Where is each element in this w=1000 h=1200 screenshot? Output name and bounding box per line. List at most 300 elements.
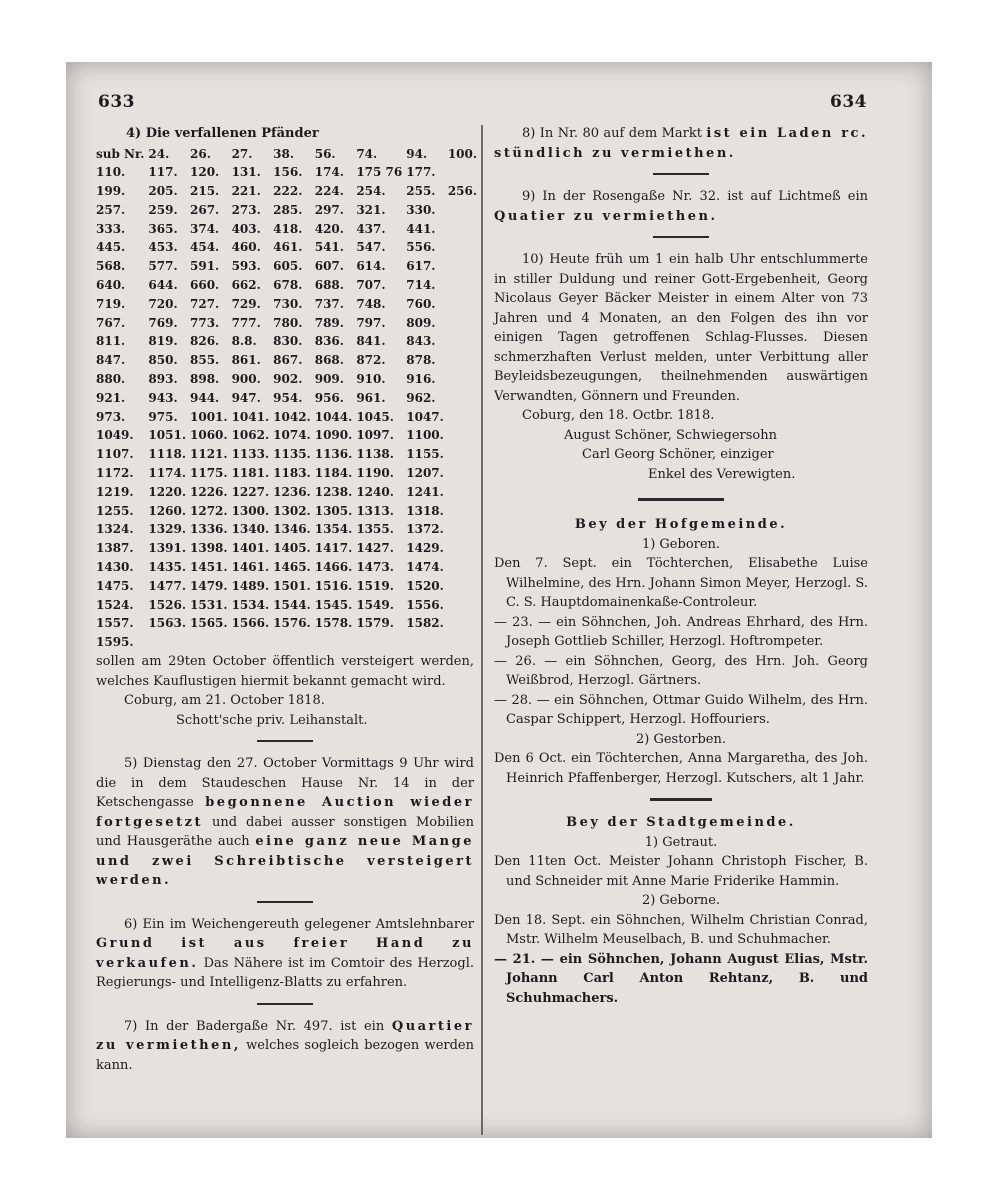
pfand-number-cell: 1044. — [314, 409, 353, 424]
pfand-number-cell: 797. — [356, 315, 386, 330]
signature-line-3: Enkel des Verewigten. — [648, 466, 796, 482]
pfand-number-row — [96, 596, 479, 615]
pfand-number-cell — [446, 577, 479, 596]
signature-line-2: Carl Georg Schöner, einziger — [582, 447, 774, 462]
pfand-number-cell: 767. — [96, 315, 126, 330]
pfand-number-row — [96, 445, 479, 464]
pfand-number-cell: 1097. — [356, 428, 394, 443]
pfand-number-cell: 1340. — [231, 522, 270, 537]
pfand-number-cell: 403. — [231, 221, 261, 236]
pfand-number-row — [96, 633, 479, 652]
pfand-number-cell: 850. — [148, 353, 178, 368]
pfand-number-cell: 1118. — [148, 447, 186, 462]
pfand-number-row — [96, 295, 479, 314]
pfand-number-cell: 1372. — [406, 522, 444, 537]
pfand-number-row — [96, 614, 479, 633]
pfand-number-row — [96, 351, 479, 370]
pfand-number-cell: 420. — [314, 221, 344, 236]
rosen-text-start: 9) In der Rosengaße Nr. 32. ist auf Lichtmeß ein — [522, 189, 868, 204]
grund-notice — [96, 915, 474, 993]
pfand-number-row — [96, 314, 479, 333]
pfand-number-row — [96, 220, 479, 239]
pfand-number-row — [96, 276, 479, 295]
pfand-number-cell: 1138. — [356, 447, 394, 462]
pfand-number-row — [96, 145, 479, 164]
pfand-number-cell: 841. — [356, 334, 386, 349]
pfand-number-cell: 1516. — [314, 578, 353, 593]
quartier-text-end: welches sogleich bezogen werden kann. — [96, 1038, 474, 1073]
pfand-number-cell — [354, 633, 404, 652]
separator — [653, 173, 709, 175]
pfand-number-cell: 174. — [314, 165, 344, 180]
pfand-number-cell: 1461. — [231, 560, 270, 575]
pfand-number-cell: 120. — [190, 165, 220, 180]
pfand-number-cell: 460. — [231, 240, 261, 255]
pfand-number-cell: 1090. — [314, 428, 353, 443]
separator — [257, 740, 313, 742]
pfand-number-cell — [446, 614, 479, 633]
pfand-number-cell: 617. — [406, 259, 436, 274]
pfand-number-cell: 640. — [96, 278, 126, 293]
pfand-number-row — [96, 464, 479, 483]
pfand-number-cell: 748. — [356, 296, 386, 311]
pfand-number-cell: 868. — [314, 353, 344, 368]
pfand-number-cell: 1240. — [356, 484, 394, 499]
pfand-number-row — [96, 332, 479, 351]
pfand-number-cell: 975. — [148, 409, 178, 424]
pfand-number-cell: 878. — [406, 353, 436, 368]
pfand-number-cell: 1526. — [148, 597, 186, 612]
pfand-number-cell: 38. — [273, 146, 295, 161]
pfand-number-cell: 737. — [314, 296, 344, 311]
pfand-number-table — [96, 145, 479, 653]
pfand-number-cell: 789. — [314, 315, 344, 330]
quartier-text-spaced: Quartier zu vermiethen, — [96, 1018, 474, 1054]
pfand-number-cell — [446, 445, 479, 464]
pfand-number-cell: 1582. — [406, 616, 444, 631]
pfand-number-cell: 445. — [96, 240, 126, 255]
pfand-number-cell — [446, 539, 479, 558]
laden-text-start: 8) In Nr. 80 auf dem Markt — [522, 126, 702, 141]
stadt-wedding-entry: Den 11ten Oct. Meister Johann Christoph Fischer, B. und Schneider mit Anne Marie Friderike Hammin. — [494, 854, 868, 889]
pfand-number-row — [96, 163, 479, 182]
pfand-number-cell — [271, 633, 313, 652]
hof-birth-entry: — 26. — ein Söhnchen, Georg, des Hrn. Joh. Georg Weißbrod, Herzogl. Gärtners. — [494, 653, 868, 688]
pfand-number-cell: 1417. — [314, 541, 353, 556]
hof-death-entry: Den 6 Oct. ein Töchterchen, Anna Margaretha, des Joh. Heinrich Pfaffenberger, Herzogl. Kutschers, alt 1 Jahr. — [494, 751, 868, 786]
pfand-number-cell: 254. — [356, 184, 386, 199]
auction-text-spaced-1: begonnene Auction wieder fortgesetzt — [96, 795, 475, 830]
hof-born-title: 1) Geboren. — [641, 536, 721, 552]
auction-notice — [96, 754, 474, 891]
pfand-number-cell: 1174. — [148, 466, 186, 481]
pfand-number-cell: 1236. — [273, 484, 311, 499]
pfand-number-cell: 1207. — [406, 466, 444, 481]
pfand-number-cell: 1489. — [231, 578, 270, 593]
pfand-number-cell: 1226. — [190, 484, 228, 499]
pfand-number-cell — [446, 633, 479, 652]
pfand-number-cell: 1534. — [231, 597, 270, 612]
pfand-number-cell: 131. — [231, 165, 261, 180]
pfand-number-cell: 1238. — [314, 484, 353, 499]
left-column — [96, 124, 478, 1075]
quartier-notice — [96, 1017, 474, 1076]
pfand-number-cell: 1183. — [273, 466, 311, 481]
pfand-number-cell: 1060. — [190, 428, 228, 443]
pfand-number-cell: 1001. — [190, 409, 228, 424]
grund-text-start: 6) Ein im Weichengereuth gelegener Amtslehnbarer — [124, 916, 474, 932]
pfand-number-cell: 1531. — [190, 597, 228, 612]
pfand-number-cell: 1045. — [356, 409, 394, 424]
pfand-number-cell — [446, 464, 479, 483]
pfand-number-cell: 830. — [273, 334, 303, 349]
pfand-number-cell: 374. — [190, 221, 220, 236]
pfand-number-cell — [446, 520, 479, 539]
hof-birth-entry: — 23. — ein Söhnchen, Joh. Andreas Ehrhard, des Hrn. Joseph Gottlieb Schiller, Herzogl. Hoftrompeter. — [494, 614, 868, 649]
pfand-number-cell: 285. — [273, 202, 303, 217]
pfand-number-cell — [446, 370, 479, 389]
pfand-number-cell: 836. — [314, 334, 344, 349]
pfand-number-cell: 947. — [231, 390, 261, 405]
separator — [257, 1003, 313, 1005]
pfand-number-cell: 321. — [356, 202, 386, 217]
pfand-number-cell: 1329. — [148, 522, 186, 537]
pfand-title: 4) Die verfallenen Pfänder — [126, 126, 319, 141]
pfand-number-cell: 1336. — [190, 522, 228, 537]
pfand-number-cell: 1049. — [96, 428, 134, 443]
pfand-number-cell: 909. — [314, 372, 344, 387]
pfand-number-cell: 1355. — [356, 522, 394, 537]
pfand-number-cell: 1524. — [96, 597, 134, 612]
pfand-number-cell: sub Nr. — [96, 146, 145, 161]
hof-birth-entry: — 28. — ein Söhnchen, Ottmar Guido Wilhelm, des Hrn. Caspar Schippert, Herzogl. Hoffouriers. — [494, 692, 868, 727]
separator — [650, 798, 712, 801]
pfand-number-cell: 1300. — [231, 503, 270, 518]
pfand-number-cell: 1354. — [314, 522, 353, 537]
pfand-number-cell: 273. — [231, 202, 261, 217]
pfand-number-cell: 614. — [356, 259, 386, 274]
pfand-number-cell: 110. — [96, 165, 126, 180]
pfand-number-cell: 1302. — [273, 503, 311, 518]
hof-birth-entry: Den 7. Sept. ein Töchterchen, Elisabethe Luise Wilhelmine, des Hrn. Johann Simon Meyer, Herzogl. S. C. S. Hauptdomainenkaße-Controleur. — [494, 556, 868, 610]
pfand-number-cell — [446, 426, 479, 445]
page-number-right: 634 — [830, 92, 867, 112]
pfand-number-cell: 100. — [447, 146, 478, 161]
pfand-number-cell: 74. — [356, 146, 378, 161]
pfand-number-cell: 56. — [314, 146, 336, 161]
pfand-number-cell: 605. — [273, 259, 303, 274]
pfand-number-cell: 719. — [96, 296, 126, 311]
pfand-number-cell: 1465. — [273, 560, 311, 575]
pfand-number-cell: 453. — [148, 240, 178, 255]
pfand-number-cell: 1074. — [273, 428, 311, 443]
pfand-number-cell: 811. — [96, 334, 126, 349]
pfand-number-cell: 916. — [406, 372, 436, 387]
grund-text-end: Das Nähere ist im Comtoir des Herzogl. Regierungs- und Intelligenz-Blatts zu erfahren. — [96, 955, 474, 991]
pfand-number-cell: 1051. — [148, 428, 186, 443]
hof-died-title: 2) Gestorben. — [635, 731, 726, 747]
pfand-number-cell: 257. — [96, 202, 126, 217]
pfand-number-cell: 215. — [190, 184, 220, 199]
pfand-number-cell: 1398. — [190, 541, 228, 556]
pfand-number-row — [96, 577, 479, 596]
laden-text-spaced: ist ein Laden rc. stündlich zu vermiethen. — [494, 126, 868, 161]
pfand-number-cell: 1272. — [190, 503, 228, 518]
pfand-number-cell: 556. — [406, 240, 436, 255]
pfand-signature: Schott'sche priv. Leihanstalt. — [176, 712, 368, 728]
pfand-number-cell: 1133. — [231, 447, 270, 462]
pfand-number-cell: 1565. — [190, 616, 228, 631]
death-notice: 10) Heute früh um 1 ein halb Uhr entschlummerte in stiller Duldung und reiner Gott-Ergebenheit, Georg Nicolaus Geyer Bäcker Meister in einem Alter von 73 Jahren und 4 Monaten, an den Folgen des ihn vor einigen Tagen getroffenen Schlag-Flusses. Diesen schmerzhaften Verlust melden, unter Verbittung aller Beyleidsbezeugungen, theilnehmenden auswärtigen Verwandten, Gönnern und Freunden. — [494, 252, 868, 404]
pfand-number-cell: 577. — [148, 259, 178, 274]
pfand-number-cell: 760. — [406, 296, 436, 311]
pfand-number-cell: 541. — [314, 240, 344, 255]
pfand-number-cell: 547. — [356, 240, 386, 255]
pfand-number-cell: 117. — [148, 165, 178, 180]
pfand-number-cell: 1184. — [314, 466, 353, 481]
pfand-number-cell: 1391. — [148, 541, 186, 556]
pfand-number-cell: 8.8. — [231, 334, 257, 349]
pfand-number-cell: 727. — [190, 296, 220, 311]
separator — [653, 236, 709, 238]
pfand-number-cell: 956. — [314, 390, 344, 405]
pfand-number-cell: 441. — [406, 221, 436, 236]
pfand-number-cell: 24. — [148, 146, 170, 161]
pfand-number-cell: 902. — [273, 372, 303, 387]
pfand-number-cell: 777. — [231, 315, 261, 330]
pfand-number-cell: 729. — [231, 296, 261, 311]
pfand-number-cell: 1519. — [356, 578, 394, 593]
pfand-number-row — [96, 502, 479, 521]
pfand-number-row — [96, 201, 479, 220]
pfand-number-cell: 1475. — [96, 578, 134, 593]
pfand-number-cell — [446, 408, 479, 427]
pfand-number-cell: 1430. — [96, 560, 134, 575]
pfand-number-cell: 224. — [314, 184, 344, 199]
pfand-number-cell: 921. — [96, 390, 126, 405]
pfand-number-cell: 1313. — [356, 503, 394, 518]
pfand-number-cell: 973. — [96, 409, 126, 424]
pfand-number-cell: 819. — [148, 334, 178, 349]
pfand-number-cell: 893. — [148, 372, 178, 387]
pfand-number-cell: 1479. — [190, 578, 228, 593]
pfand-number-cell — [446, 257, 479, 276]
pfand-number-cell: 843. — [406, 334, 436, 349]
pfand-number-cell: 780. — [273, 315, 303, 330]
rosen-notice — [494, 187, 868, 226]
pfand-number-cell: 730. — [273, 296, 303, 311]
pfand-number-cell: 1346. — [273, 522, 311, 537]
pfand-number-cell: 222. — [273, 184, 303, 199]
pfand-number-cell: 1520. — [406, 578, 444, 593]
pfand-number-cell: 1324. — [96, 522, 134, 537]
pfand-number-cell: 259. — [148, 202, 178, 217]
pfand-number-cell: 944. — [190, 390, 220, 405]
pfand-number-cell: 1041. — [231, 409, 270, 424]
pfand-number-cell: 910. — [356, 372, 386, 387]
stadt-birth-entry: Den 18. Sept. ein Söhnchen, Wilhelm Christian Conrad, Mstr. Wilhelm Meuselbach, B. und Schuhmacher. — [494, 912, 868, 947]
pfand-number-cell: 454. — [190, 240, 220, 255]
pfand-number-cell — [446, 389, 479, 408]
hof-title: Bey der Hofgemeinde. — [574, 517, 788, 532]
rosen-text-spaced: Quatier zu vermiethen. — [494, 208, 718, 224]
stadt-birth-entry: — 21. — ein Söhnchen, Johann August Elias, Mstr. Johann Carl Anton Rehtanz, B. und Schuhmachers. — [494, 951, 868, 1006]
pfand-number-row — [96, 389, 479, 408]
stadt-wed-title: 1) Getraut. — [644, 834, 718, 850]
pfand-number-cell — [188, 633, 230, 652]
death-place-date: Coburg, den 18. Octbr. 1818. — [522, 408, 715, 423]
pfand-number-cell: 962. — [406, 390, 436, 405]
pfand-number-cell: 954. — [273, 390, 303, 405]
pfand-number-cell: 943. — [148, 390, 178, 405]
pfand-number-cell: 94. — [406, 146, 428, 161]
pfand-number-row — [96, 426, 479, 445]
pfand-number-cell — [446, 558, 479, 577]
pfand-number-cell: 872. — [356, 353, 386, 368]
pfand-number-cell — [446, 596, 479, 615]
pfand-number-cell: 660. — [190, 278, 220, 293]
pfand-number-cell — [230, 633, 272, 652]
pfand-number-cell: 1578. — [314, 616, 353, 631]
pfand-number-cell: 1136. — [314, 447, 353, 462]
pfand-number-cell: 1260. — [148, 503, 186, 518]
pfand-number-cell: 1241. — [406, 484, 444, 499]
pfand-number-cell: 256. — [447, 184, 478, 199]
pfand-number-cell: 1181. — [231, 466, 270, 481]
pfand-number-row — [96, 483, 479, 502]
pfand-number-cell: 1387. — [96, 541, 134, 556]
stadt-title: Bey der Stadtgemeinde. — [566, 815, 796, 830]
pfand-number-row — [96, 370, 479, 389]
pfand-number-cell: 333. — [96, 221, 126, 236]
pfand-number-cell: 591. — [190, 259, 220, 274]
pfand-number-cell: 1047. — [406, 409, 444, 424]
pfand-number-cell: 1473. — [356, 560, 394, 575]
separator — [257, 901, 313, 903]
stadt-born-title: 2) Geborne. — [641, 893, 721, 908]
pfand-number-cell: 437. — [356, 221, 386, 236]
pfand-number-cell — [446, 314, 479, 333]
pfand-number-cell: 678. — [273, 278, 303, 293]
pfand-number-cell — [446, 502, 479, 521]
pfand-number-cell: 861. — [231, 353, 261, 368]
pfand-number-cell: 898. — [190, 372, 220, 387]
auction-text-mid: und dabei ausser sonstigen Mobilien und Hausgeräthe auch — [96, 814, 474, 850]
pfand-number-cell: 1220. — [148, 484, 186, 499]
pfand-number-cell: 1155. — [406, 447, 444, 462]
pfand-number-cell: 1595. — [96, 635, 134, 650]
pfand-number-cell: 1466. — [314, 560, 353, 575]
pfand-number-cell: 365. — [148, 221, 178, 236]
page-number-left: 633 — [98, 92, 135, 112]
pfand-number-cell: 707. — [356, 278, 386, 293]
pfand-number-cell: 199. — [96, 184, 126, 199]
pfand-number-cell: 1576. — [273, 616, 311, 631]
pfand-number-cell: 1062. — [231, 428, 270, 443]
pfand-number-cell: 1135. — [273, 447, 311, 462]
pfand-number-cell: 297. — [314, 202, 344, 217]
pfand-number-cell: 1042. — [273, 409, 311, 424]
pfand-number-cell: 156. — [273, 165, 303, 180]
pfand-number-cell: 27. — [231, 146, 253, 161]
pfand-number-cell — [446, 201, 479, 220]
pfand-number-cell: 1100. — [406, 428, 444, 443]
pfand-number-cell: 662. — [231, 278, 261, 293]
pfand-number-cell: 593. — [231, 259, 261, 274]
pfand-number-cell: 1190. — [356, 466, 394, 481]
pfand-number-cell: 644. — [148, 278, 178, 293]
pfand-number-cell: 26. — [190, 146, 211, 161]
pfand-number-cell — [146, 633, 188, 652]
pfand-number-row — [96, 520, 479, 539]
signature-line-1: August Schöner, Schwiegersohn — [564, 427, 777, 443]
pfand-number-row — [96, 238, 479, 257]
pfand-number-cell: 607. — [314, 259, 344, 274]
right-column — [494, 124, 878, 1008]
pfand-number-cell: 1121. — [190, 447, 228, 462]
pfand-number-cell — [446, 163, 479, 182]
pfand-number-cell: 1477. — [148, 578, 186, 593]
pfand-number-cell: 1474. — [406, 560, 444, 575]
pfand-number-cell: 773. — [190, 315, 220, 330]
pfand-number-cell — [404, 633, 446, 652]
auction-text-spaced-2: eine ganz neue Mange und zwei Schreibtische versteigert werden. — [96, 834, 474, 889]
pfand-number-cell: 205. — [148, 184, 178, 199]
pfand-number-row — [96, 408, 479, 427]
pfand-number-cell — [446, 483, 479, 502]
pfand-number-cell: 1401. — [231, 541, 270, 556]
pfand-number-cell: 1545. — [314, 597, 353, 612]
pfand-number-cell: 1255. — [96, 503, 134, 518]
column-divider — [481, 125, 483, 1135]
pfand-number-cell: 1501. — [273, 578, 311, 593]
pfand-number-cell: 1175. — [190, 466, 228, 481]
pfand-number-cell: 1172. — [96, 466, 134, 481]
pfand-number-cell: 1557. — [96, 616, 134, 631]
pfand-number-row — [96, 257, 479, 276]
pfand-text: sollen am 29ten October öffentlich versteigert werden, welches Kauflustigen hiermit bekannt gemacht wird. — [96, 654, 474, 689]
pfand-number-cell: 330. — [406, 202, 436, 217]
pfand-number-cell: 1566. — [231, 616, 270, 631]
pfand-number-cell: 1563. — [148, 616, 186, 631]
quartier-text-start: 7) In der Badergaße Nr. 497. ist ein — [124, 1018, 385, 1034]
pfand-number-cell: 1451. — [190, 560, 228, 575]
pfand-number-cell: 1227. — [231, 484, 270, 499]
auction-text-start: 5) Dienstag den 27. October Vormittags 9 Uhr wird die in dem Staudeschen Hause Nr. 14 in der Ketschengasse — [96, 756, 474, 811]
pfand-number-cell: 175 76 — [356, 165, 403, 180]
pfand-number-cell: 961. — [356, 390, 386, 405]
pfand-number-cell: 688. — [314, 278, 344, 293]
pfand-number-cell: 1219. — [96, 484, 134, 499]
pfand-number-cell — [446, 295, 479, 314]
pfand-number-cell: 1405. — [273, 541, 311, 556]
pfand-number-row — [96, 539, 479, 558]
pfand-number-cell: 867. — [273, 353, 303, 368]
pfand-number-cell — [446, 276, 479, 295]
pfand-number-cell: 1429. — [406, 541, 444, 556]
pfand-number-cell: 418. — [273, 221, 303, 236]
pfand-number-cell: 1318. — [406, 503, 444, 518]
pfand-number-cell: 714. — [406, 278, 436, 293]
pfand-number-cell: 1107. — [96, 447, 134, 462]
pfand-number-cell: 177. — [406, 165, 436, 180]
pfand-number-cell: 1579. — [356, 616, 394, 631]
pfand-number-cell: 255. — [406, 184, 436, 199]
pfand-number-cell — [446, 351, 479, 370]
pfand-number-row — [96, 558, 479, 577]
pfand-number-cell: 720. — [148, 296, 178, 311]
pfand-number-cell: 267. — [190, 202, 220, 217]
